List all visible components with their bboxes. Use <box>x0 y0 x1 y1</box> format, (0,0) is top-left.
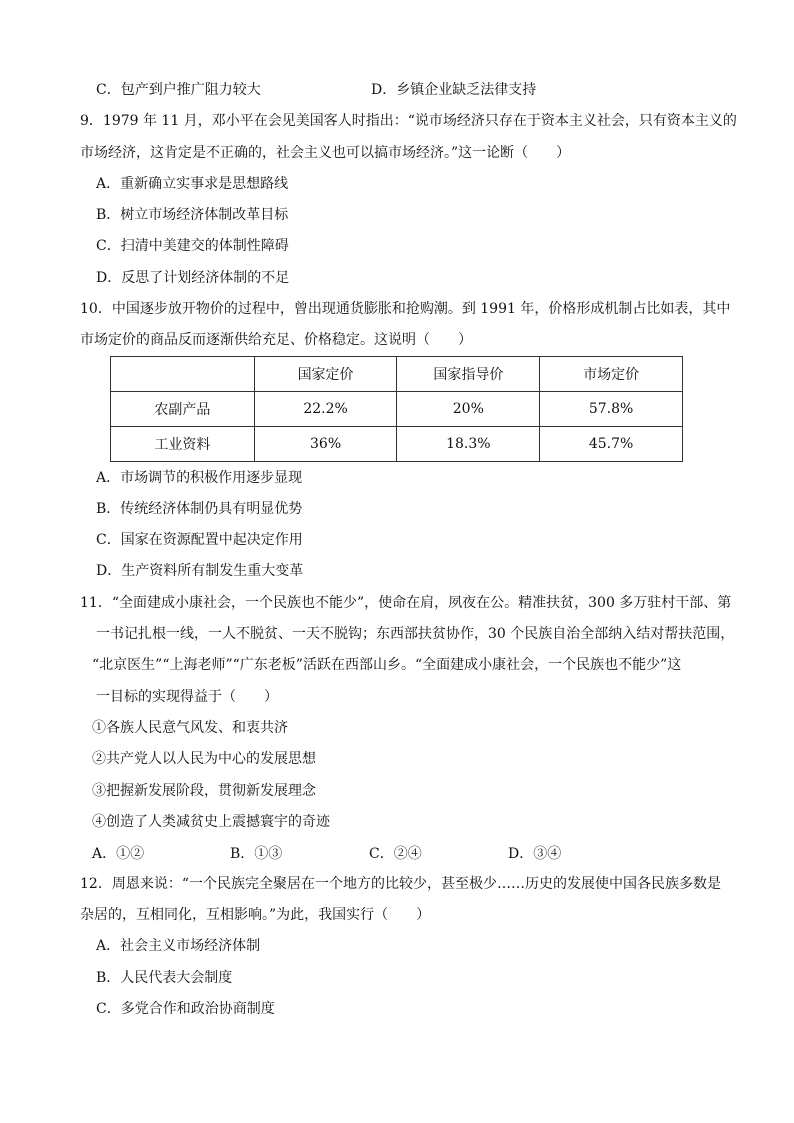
q11-stem-line3: “北京医生”“上海老师”“广东老板”活跃在西部山乡。“全面建成小康社会，一个民族也不能少”这 <box>92 657 682 673</box>
table-row-label: 农副产品 <box>111 392 255 427</box>
q11-option-a: A．①② <box>92 846 145 862</box>
q10-stem-line2: 市场定价的商品反而逐渐供给充足、价格稳定。这说明（ ） <box>80 332 472 348</box>
q11-item-2: ②共产党人以人民为中心的发展思想 <box>92 751 316 767</box>
table-cell: 57.8% <box>540 392 683 427</box>
q10-option-d: D．生产资料所有制发生重大变革 <box>96 563 304 579</box>
price-mechanism-table <box>110 356 683 462</box>
table-header-row <box>111 357 683 392</box>
q12-stem-line2: 杂居的，互相同化，互相影响。”为此，我国实行（ ） <box>80 907 431 923</box>
q10-stem-line1: 10．中国逐步放开物价的过程中，曾出现通货膨胀和抢购潮。到 1991 年，价格形成机制占比如表，其中 <box>80 301 731 317</box>
q8-option-c: C．包产到户推广阻力较大 <box>96 82 261 98</box>
table-header-cell: 国家定价 <box>254 357 397 392</box>
q9-option-b: B．树立市场经济体制改革目标 <box>96 207 289 223</box>
q9-option-d: D．反思了计划经济体制的不足 <box>96 270 290 286</box>
table-row <box>111 392 683 427</box>
q9-stem-line1: 9．1979 年 11 月，邓小平在会见美国客人时指出：“说市场经济只存在于资本主义社会，只有资本主义的 <box>80 113 737 129</box>
table-header-cell: 国家指导价 <box>397 357 540 392</box>
table-header-cell: 市场定价 <box>540 357 683 392</box>
q12-option-c: C．多党合作和政治协商制度 <box>96 1001 275 1017</box>
q11-stem-line1: 11．“全面建成小康社会，一个民族也不能少”，使命在肩，夙夜在公。精准扶贫，300 多万驻村干部、第 <box>80 595 732 611</box>
table-cell: 36% <box>254 427 397 462</box>
q8-option-d: D．乡镇企业缺乏法律支持 <box>371 82 537 98</box>
q11-option-c: C．②④ <box>369 846 422 862</box>
q11-item-3: ③把握新发展阶段，贯彻新发展理念 <box>92 783 316 799</box>
table-cell: 22.2% <box>254 392 397 427</box>
q12-option-a: A．社会主义市场经济体制 <box>96 938 261 954</box>
table-row <box>111 427 683 462</box>
q9-option-a: A．重新确立实事求是思想路线 <box>96 176 289 192</box>
table-row-label: 工业资料 <box>111 427 255 462</box>
q11-stem-line2: 一书记扎根一线，一人不脱贫、一天不脱钩；东西部扶贫协作，30 个民族自治全部纳入结对帮扶范围， <box>96 626 735 642</box>
q10-option-b: B．传统经济体制仍具有明显优势 <box>96 501 303 517</box>
q9-stem-line2: 市场经济，这肯定是不正确的，社会主义也可以搞市场经济。”这一论断（ ） <box>80 145 571 161</box>
q11-option-b: B．①③ <box>230 846 283 862</box>
table-cell: 18.3% <box>397 427 540 462</box>
q12-option-b: B．人民代表大会制度 <box>96 970 233 986</box>
q11-option-d: D．③④ <box>508 846 562 862</box>
q11-stem-line4: 一目标的实现得益于（ ） <box>96 689 278 705</box>
q10-option-c: C．国家在资源配置中起决定作用 <box>96 532 303 548</box>
table-header-cell <box>111 357 255 392</box>
q9-option-c: C．扫清中美建交的体制性障碍 <box>96 238 289 254</box>
q12-stem-line1: 12．周恩来说：“一个民族完全聚居在一个地方的比较少，甚至极少……历史的发展使中国各民族多数是 <box>80 876 721 892</box>
table-cell: 20% <box>397 392 540 427</box>
q10-option-a: A．市场调节的积极作用逐步显现 <box>96 470 303 486</box>
table-cell: 45.7% <box>540 427 683 462</box>
q11-item-4: ④创造了人类减贫史上震撼寰宇的奇迹 <box>92 814 330 830</box>
q11-item-1: ①各族人民意气风发、和衷共济 <box>92 720 288 736</box>
